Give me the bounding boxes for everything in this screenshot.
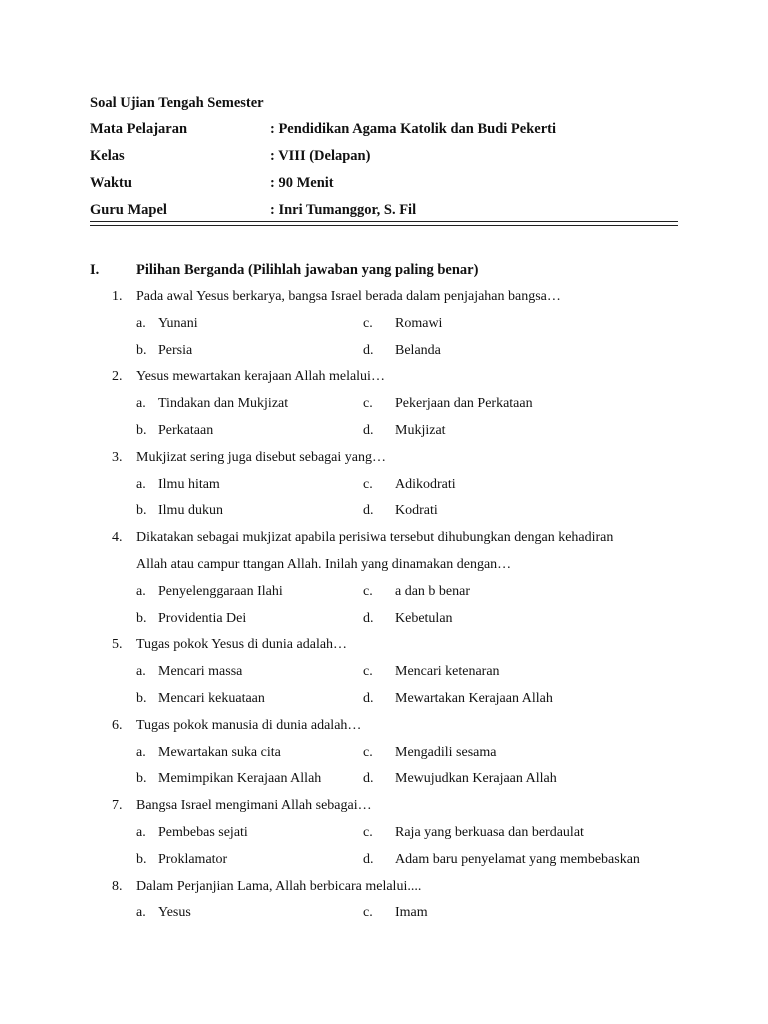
option-letter: a. [136,664,146,680]
option-letter: a. [136,825,146,840]
option-text: Memimpikan Kerajaan Allah [158,771,322,787]
header-label: Mata Pelajaran [90,121,188,137]
section-title: Pilihan Berganda (Pilihlah jawaban yang paling benar) [136,262,479,278]
exam-page: Soal Ujian Tengah Semester Mata Pelajaran : Pendidikan Agama Katolik dan Budi Pekerti Kelas : VIII (Delapan) Waktu : 90 Menit Guru Mapel : Inri Tumanggor, S. Fil I. Pilihan Berganda (Pilihlah jawaban yang paling benar) 1. Pada awal Yesus berkarya, bangsa Israel berada dalam penjajahan bangsa… a. Yunani c. Romawi b. Persia d. Belanda 2. Yesus mewartakan kerajaan Allah melalui… a. Tindakan dan Mukjizat c. Pekerjaan dan Perkataan b. Perkataan d. Mukjizat 3. Mukjizat sering juga disebut sebagai yang… a. Ilmu hitam c. Adikodrati b. Ilmu dukun d. Kodrati 4. Dikatakan sebagai mukjizat apabila perisiwa tersebut dihubungkan dengan kehadiran Allah atau campur ttangan Allah. Inilah yang dinamakan dengan… a. Penyelenggaraan Ilahi c. a dan b benar b. Providentia Dei d. Kebetulan 5. Tugas pokok Yesus di dunia adalah… a. Mencari massa c. Mencari ketenaran b. Mencari kekuataan d. Mewartakan Kerajaan Allah 6. Tugas pokok manusia di dunia adalah… a. Mewartakan suka cita c. Mengadili sesama b. Memimpikan Kerajaan Allah d. Mewujudkan Kerajaan Allah 7. Bangsa Israel mengimani Allah sebagai… a. Pembebas sejati c. Raja yang berkuasa dan berdaulat b. Proklamator d. Adam baru penyelamat yang membebaskan 8. Dalam Perjanjian Lama, Allah berbicara melalui.... a. Yesus c. Imam [0,0,768,1024]
option-row [0,503,768,523]
option-letter: a. [136,905,146,921]
option-letter: c. [363,905,373,921]
question-number: 8. [112,878,123,894]
question-line [0,879,768,899]
option-letter: b. [136,851,147,867]
option-row [0,771,768,791]
option-text: Tindakan dan Mukjizat [158,396,289,412]
header-value: : 90 Menit [270,175,334,191]
question-line [0,450,768,470]
question-line [0,557,768,577]
question-number: 5. [112,637,123,653]
section-number: I. [90,262,100,278]
option-row [0,745,768,765]
question-text: Yesus mewartakan kerajaan Allah melalui… [136,369,385,385]
option-row [0,316,768,336]
question-number: 7. [112,798,123,814]
option-row [0,825,768,845]
option-letter: b. [136,610,147,626]
question-number: 1. [112,289,123,304]
header-label: Guru Mapel [90,202,167,218]
header-value: : Inri Tumanggor, S. Fil [270,202,417,218]
option-letter: d. [363,610,374,626]
option-letter: b. [136,423,147,438]
option-letter: c. [363,825,373,840]
question-number: 2. [112,369,123,385]
option-text: Providentia Dei [158,610,247,626]
question-line [0,369,768,389]
option-letter: a. [136,583,146,599]
header-divider [90,225,678,226]
option-letter: b. [136,691,147,706]
option-text: Ilmu dukun [158,503,223,519]
option-text: Mencari massa [158,664,243,680]
option-letter: d. [363,503,374,519]
option-row [0,343,768,363]
option-text: a dan b benar [395,583,471,599]
option-text: Yesus [158,905,191,921]
question-number: 3. [112,449,123,465]
option-text: Belanda [395,342,441,358]
question-line [0,718,768,738]
question-text: Pada awal Yesus berkarya, bangsa Israel berada dalam penjajahan bangsa… [136,289,561,304]
option-letter: d. [363,771,374,787]
question-line [0,530,768,550]
header-value: : VIII (Delapan) [270,148,371,164]
option-row [0,584,768,604]
question-text: Bangsa Israel mengimani Allah sebagai… [136,798,372,814]
option-row [0,905,768,925]
option-letter: d. [363,691,374,706]
option-letter: d. [363,851,374,867]
question-text: Tugas pokok Yesus di dunia adalah… [136,637,348,653]
option-letter: d. [363,342,374,358]
question-line [0,798,768,818]
option-row [0,611,768,631]
option-text: Mengadili sesama [395,744,497,760]
option-text: Mukjizat [395,423,446,438]
option-row [0,852,768,872]
option-text: Imam [395,905,428,921]
question-text: Mukjizat sering juga disebut sebagai yang… [136,449,386,465]
option-row [0,691,768,711]
option-text: Mewujudkan Kerajaan Allah [395,771,557,787]
option-row [0,664,768,684]
question-number: 6. [112,717,123,733]
option-row [0,477,768,497]
option-text: Persia [158,342,193,358]
option-text: Kebetulan [395,610,453,626]
option-text: Mewartakan suka cita [158,744,281,760]
option-letter: b. [136,503,147,519]
option-text: Mencari ketenaran [395,664,500,680]
option-text: Yunani [158,315,198,331]
question-line [0,289,768,309]
option-text: Proklamator [158,851,228,867]
option-text: Ilmu hitam [158,476,220,492]
option-letter: a. [136,476,146,492]
option-letter: c. [363,664,373,680]
option-text: Adam baru penyelamat yang membebaskan [395,851,640,867]
option-letter: c. [363,396,373,412]
option-letter: c. [363,315,373,331]
option-letter: a. [136,396,146,412]
question-text: Allah atau campur ttangan Allah. Inilah yang dinamakan dengan… [136,557,512,572]
option-letter: b. [136,771,147,787]
header-value: : Pendidikan Agama Katolik dan Budi Pekerti [270,121,557,137]
option-text: Adikodrati [395,476,456,492]
question-number: 4. [112,530,123,546]
option-letter: c. [363,583,373,599]
question-line [0,637,768,657]
option-text: Kodrati [395,503,438,519]
option-letter: a. [136,315,146,331]
header-divider [90,221,678,222]
option-text: Pembebas sejati [158,825,248,840]
header-label: Kelas [90,148,125,164]
question-text: Dikatakan sebagai mukjizat apabila perisiwa tersebut dihubungkan dengan kehadiran [136,530,614,546]
option-row [0,396,768,416]
option-text: Mencari kekuataan [158,691,265,706]
option-letter: b. [136,342,147,358]
option-letter: d. [363,423,374,438]
question-text: Dalam Perjanjian Lama, Allah berbicara melalui.... [136,878,422,894]
option-text: Romawi [395,315,443,331]
option-text: Penyelenggaraan Ilahi [158,583,283,599]
option-row [0,423,768,443]
option-text: Raja yang berkuasa dan berdaulat [395,825,584,840]
option-text: Mewartakan Kerajaan Allah [395,691,553,706]
header-label: Waktu [90,175,132,191]
option-text: Pekerjaan dan Perkataan [395,396,533,412]
option-text: Perkataan [158,423,214,438]
option-letter: a. [136,744,146,760]
question-text: Tugas pokok manusia di dunia adalah… [136,717,362,733]
option-letter: c. [363,476,373,492]
option-letter: c. [363,744,373,760]
